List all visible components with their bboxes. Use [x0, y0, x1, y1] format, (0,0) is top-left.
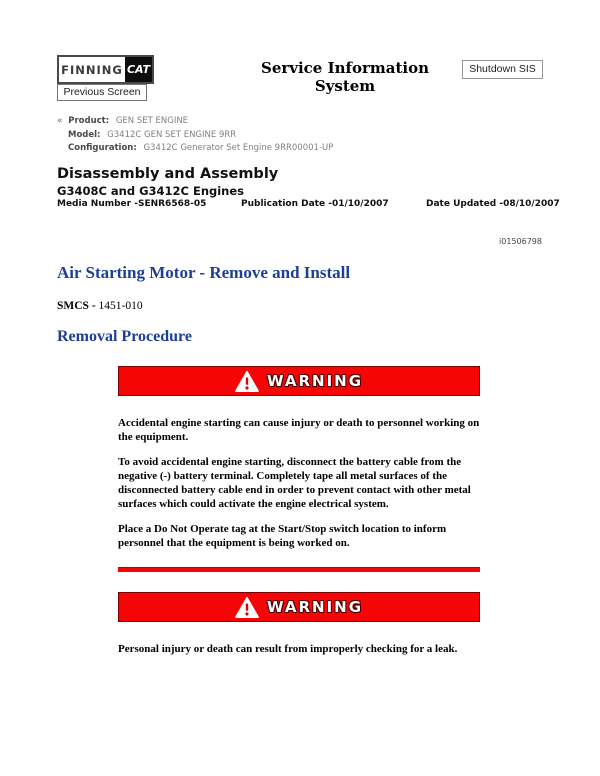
media-number: Media Number -SENR6568-05 — [57, 199, 207, 209]
document-title: Disassembly and Assembly — [57, 166, 279, 182]
finning-logo-text: FINNING — [61, 62, 123, 77]
warning-label: WARNING — [266, 372, 364, 390]
warning-paragraph: To avoid accidental engine starting, disconnect the battery cable from the negative (-) battery terminal. Completely tape all metal surfaces of the disconnected battery cable end in order to prevent contact with other metal surfaces which could activate the engine electrical system. — [118, 456, 471, 510]
shutdown-sis-button[interactable]: Shutdown SIS — [462, 60, 543, 79]
warning-paragraph: Accidental engine starting can cause injury or death to personnel working on the equipment. — [118, 417, 480, 443]
product-row — [57, 115, 333, 129]
previous-screen-button[interactable]: Previous Screen — [57, 84, 147, 101]
configuration-label: Configuration: — [68, 143, 137, 153]
warning-box-1 — [118, 366, 480, 572]
publication-date: Publication Date -01/10/2007 — [241, 199, 389, 209]
product-info — [57, 115, 333, 156]
model-label: Model: — [68, 129, 101, 140]
warning-end-bar — [118, 567, 480, 572]
smcs-label: SMCS - — [57, 300, 96, 312]
model-row — [57, 129, 333, 143]
cat-logo: CAT — [125, 57, 152, 82]
page-title: Service Information System — [260, 59, 429, 95]
configuration-value: G3412C Generator Set Engine 9RR00001-UP — [143, 143, 334, 153]
article-title: Air Starting Motor - Remove and Install — [57, 263, 351, 282]
document-id: i01506798 — [499, 237, 542, 246]
date-updated: Date Updated -08/10/2007 — [426, 199, 560, 209]
model-value: G3412C GEN SET ENGINE 9RR — [107, 129, 237, 140]
smcs-code: 1451-010 — [95, 300, 143, 312]
warning-header — [118, 366, 480, 396]
back-chevron-icon[interactable]: « — [57, 116, 63, 126]
product-value: GEN SET ENGINE — [115, 116, 189, 126]
document-subtitle: G3408C and G3412C Engines — [57, 184, 245, 198]
section-title-removal-procedure: Removal Procedure — [57, 328, 192, 345]
smcs-line — [57, 300, 143, 312]
warning-paragraph: Place a Do Not Operate tag at the Start/Stop switch location to inform personnel that the equipment is being worked on. — [118, 523, 447, 549]
warning-paragraph: Personal injury or death can result from improperly checking for a leak. — [118, 643, 458, 655]
warning-triangle-icon — [235, 371, 259, 392]
warning-triangle-icon — [235, 597, 259, 618]
warning-body — [118, 417, 480, 551]
warning-label: WARNING — [266, 598, 364, 616]
warning-header — [118, 592, 480, 622]
configuration-row — [57, 142, 333, 156]
finning-cat-logo — [57, 55, 154, 84]
warning-body — [118, 643, 480, 657]
document-meta — [0, 199, 600, 213]
warning-box-2 — [118, 592, 480, 657]
product-label: Product: — [68, 116, 110, 126]
